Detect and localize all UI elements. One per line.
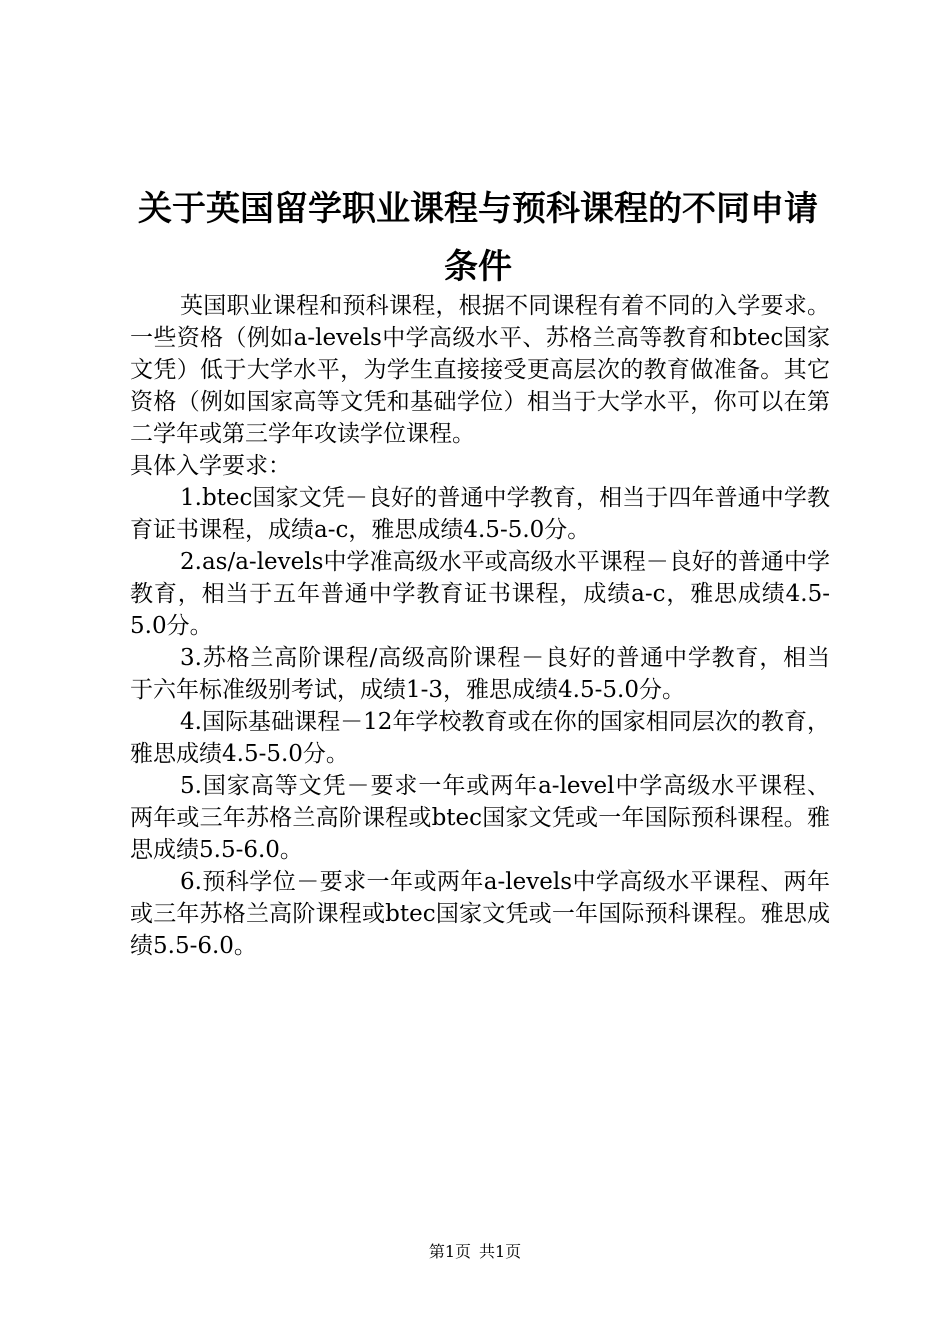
requirement-item-3: 3.苏格兰高阶课程/高级高阶课程－良好的普通中学教育，相当于六年标准级别考试，成绩1-3，雅思成绩4.5-5.0分。 <box>130 645 830 703</box>
requirement-item-2: 2.as/a-levels中学准高级水平或高级水平课程－良好的普通中学教育，相当于五年普通中学教育证书课程，成绩a-c，雅思成绩4.5-5.0分。 <box>130 549 830 639</box>
page-number: 第1页 <box>428 1242 471 1261</box>
page-footer <box>0 1240 950 1264</box>
requirements-heading: 具体入学要求： <box>130 453 291 479</box>
requirement-item-5: 5.国家高等文凭－要求一年或两年a-level中学高级水平课程、两年或三年苏格兰高阶课程或btec国家文凭或一年国际预科课程。雅思成绩5.5-6.0。 <box>130 773 830 863</box>
document-body <box>130 290 830 962</box>
page-total: 共1页 <box>479 1242 522 1261</box>
intro-paragraph: 英国职业课程和预科课程，根据不同课程有着不同的入学要求。一些资格（例如a-levels中学高级水平、苏格兰高等教育和btec国家文凭）低于大学水平，为学生直接接受更高层次的教育做准备。其它资格（例如国家高等文凭和基础学位）相当于大学水平，你可以在第二学年或第三学年攻读学位课程。 <box>130 293 830 447</box>
requirement-item-6: 6.预科学位－要求一年或两年a-levels中学高级水平课程、两年或三年苏格兰高阶课程或btec国家文凭或一年国际预科课程。雅思成绩5.5-6.0。 <box>130 869 830 959</box>
requirement-item-4: 4.国际基础课程－12年学校教育或在你的国家相同层次的教育，雅思成绩4.5-5.0分。 <box>130 709 830 767</box>
requirement-item-1: 1.btec国家文凭－良好的普通中学教育，相当于四年普通中学教育证书课程，成绩a-c，雅思成绩4.5-5.0分。 <box>130 485 830 543</box>
document-title: 关于英国留学职业课程与预科课程的不同申请条件 <box>138 189 818 287</box>
